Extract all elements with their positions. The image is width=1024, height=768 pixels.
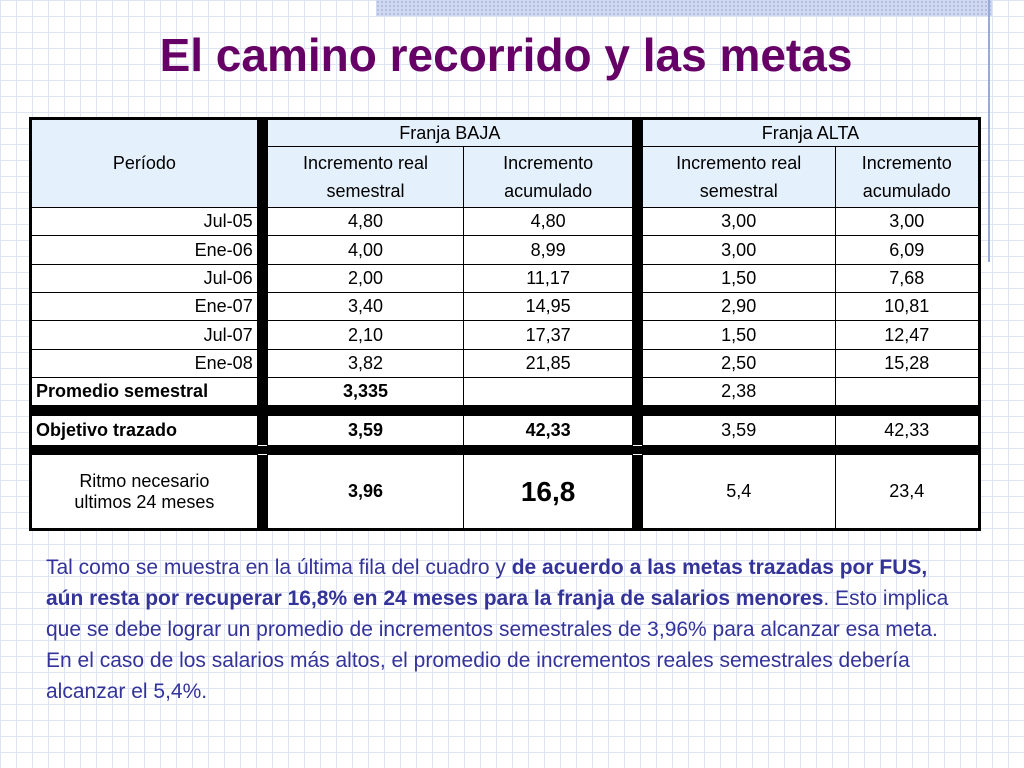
period-cell: Ene-07 [31, 293, 258, 321]
low-acumulado-cell: 11,17 [464, 264, 633, 292]
promedio-high-acumulado [835, 378, 980, 406]
period-cell: Jul-06 [31, 264, 258, 292]
high-semestral-cell: 1,50 [642, 264, 835, 292]
column-separator [257, 349, 267, 377]
paragraph-conclusion: . Esto implica que se debe lograr un promedio de incrementos semestrales de 3,96% para alcanzar esa meta. En el caso de los salarios más altos, el promedio de incrementos reales semestrales debería alcanzar el 5,4%. [46, 587, 949, 703]
ritmo-low-semestral: 3,96 [267, 455, 464, 530]
high-semestral-cell: 2,50 [642, 349, 835, 377]
period-cell: Jul-05 [31, 208, 258, 236]
column-separator [257, 378, 267, 406]
promedio-high-semestral: 2,38 [642, 378, 835, 406]
paragraph-intro: Tal como se muestra en la última fila del cuadro y [46, 556, 512, 579]
column-separator [257, 208, 267, 236]
ritmo-high-semestral: 5,4 [642, 455, 835, 530]
column-separator [632, 208, 642, 236]
low-semestral-header: Incremento real semestral [267, 147, 464, 208]
column-separator [632, 455, 642, 530]
row-separator [31, 406, 980, 415]
periodo-header: Período [31, 119, 258, 208]
low-acumulado-cell: 8,99 [464, 236, 633, 264]
promedio-label: Promedio semestral [31, 378, 258, 406]
column-separator [257, 236, 267, 264]
separator-row [31, 445, 980, 454]
high-semestral-cell: 3,00 [642, 236, 835, 264]
high-semestral-header: Incremento real semestral [642, 147, 835, 208]
column-separator [257, 415, 267, 445]
period-cell: Ene-08 [31, 349, 258, 377]
high-acumulado-cell: 10,81 [835, 293, 980, 321]
franja-alta-header: Franja ALTA [642, 119, 979, 147]
promedio-row [31, 378, 980, 406]
period-cell: Jul-07 [31, 321, 258, 349]
table-row [31, 236, 980, 264]
low-semestral-cell: 2,10 [267, 321, 464, 349]
high-acumulado-header: Incremento acumulado [835, 147, 980, 208]
column-separator [632, 378, 642, 406]
slide-title: El camino recorrido y las metas [159, 29, 853, 81]
low-acumulado-cell: 17,37 [464, 321, 633, 349]
column-separator [632, 415, 642, 445]
ritmo-high-acumulado: 23,4 [835, 455, 980, 530]
franja-baja-header: Franja BAJA [267, 119, 632, 147]
table-row [31, 321, 980, 349]
promedio-low-acumulado [464, 378, 633, 406]
low-acumulado-cell: 14,95 [464, 293, 633, 321]
low-semestral-cell: 3,82 [267, 349, 464, 377]
ritmo-label-line2: ultimos 24 meses [74, 491, 215, 512]
high-acumulado-cell: 12,47 [835, 321, 980, 349]
low-acumulado-header: Incremento acumulado [464, 147, 633, 208]
ritmo-low-acumulado: 16,8 [464, 455, 633, 530]
table-row [31, 208, 980, 236]
low-semestral-cell: 3,40 [267, 293, 464, 321]
objetivo-low-acumulado: 42,33 [464, 415, 633, 445]
high-semestral-cell: 1,50 [642, 321, 835, 349]
low-semestral-cell: 4,00 [267, 236, 464, 264]
column-separator [257, 321, 267, 349]
column-separator [632, 349, 642, 377]
high-acumulado-cell: 3,00 [835, 208, 980, 236]
column-separator [257, 293, 267, 321]
group-header-row [31, 119, 980, 147]
summary-paragraph [46, 552, 956, 707]
increment-table [29, 117, 981, 531]
high-acumulado-cell: 7,68 [835, 264, 980, 292]
high-semestral-cell: 2,90 [642, 293, 835, 321]
objetivo-row [31, 415, 980, 445]
objetivo-high-acumulado: 42,33 [835, 415, 980, 445]
row-separator [31, 445, 980, 454]
low-acumulado-cell: 21,85 [464, 349, 633, 377]
high-acumulado-cell: 15,28 [835, 349, 980, 377]
column-separator [257, 455, 267, 530]
column-separator [257, 264, 267, 292]
period-cell: Ene-06 [31, 236, 258, 264]
ritmo-label-line1: Ritmo necesario [79, 470, 210, 491]
column-separator [632, 236, 642, 264]
column-separator [632, 321, 642, 349]
column-separator [632, 119, 642, 208]
high-acumulado-cell: 6,09 [835, 236, 980, 264]
separator-row [31, 406, 980, 415]
paragraph-highlight: de acuerdo a las metas trazadas por FUS, aún resta por recuperar 16,8% en 24 meses para la franja de salarios menores [46, 556, 928, 610]
high-semestral-cell: 3,00 [642, 208, 835, 236]
column-separator [632, 264, 642, 292]
low-semestral-cell: 2,00 [267, 264, 464, 292]
column-separator [632, 293, 642, 321]
column-separator [257, 119, 267, 208]
table-row [31, 293, 980, 321]
low-semestral-cell: 4,80 [267, 208, 464, 236]
promedio-low-semestral: 3,335 [267, 378, 464, 406]
table-row [31, 349, 980, 377]
decorative-top-band [376, 0, 992, 16]
objetivo-low-semestral: 3,59 [267, 415, 464, 445]
low-acumulado-cell: 4,80 [464, 208, 633, 236]
table-row [31, 264, 980, 292]
objetivo-high-semestral: 3,59 [642, 415, 835, 445]
ritmo-label [31, 455, 258, 530]
ritmo-row [31, 455, 980, 530]
objetivo-label: Objetivo trazado [31, 415, 258, 445]
